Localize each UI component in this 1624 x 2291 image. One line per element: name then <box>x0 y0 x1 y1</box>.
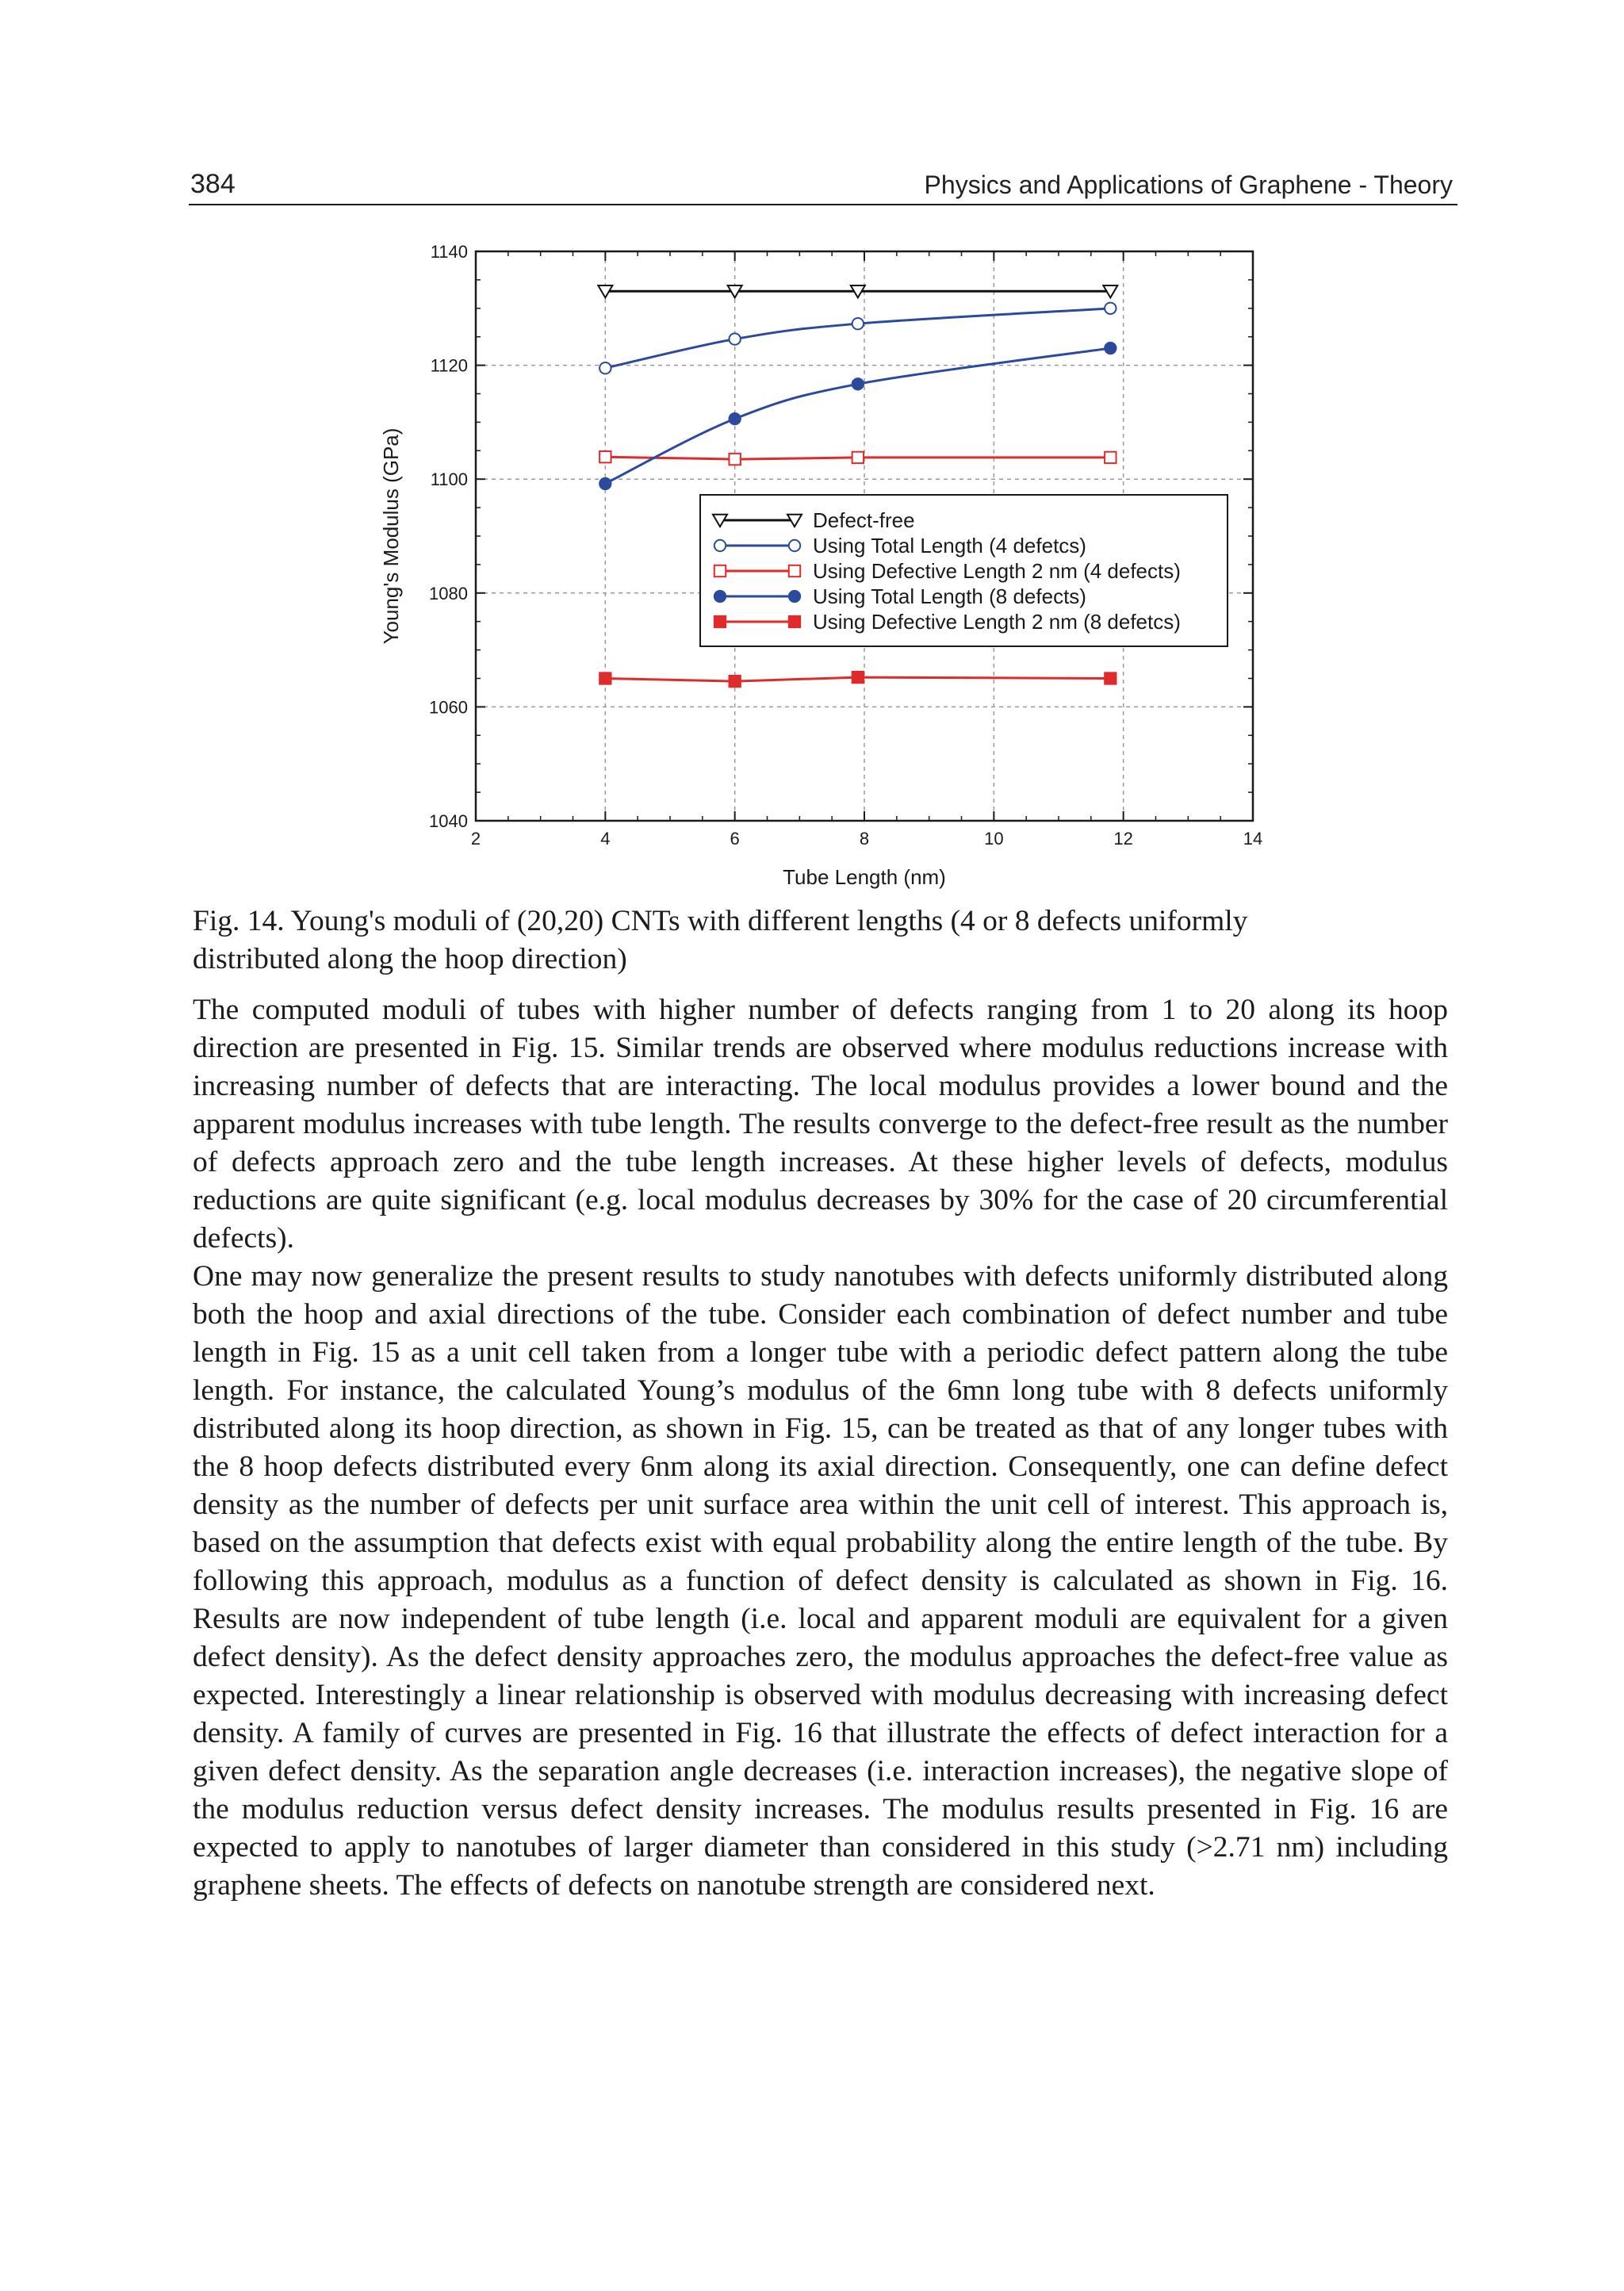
running-title: Physics and Applications of Graphene - Theory <box>924 170 1453 199</box>
x-tick-label: 4 <box>600 829 611 849</box>
series-3 <box>599 342 1116 489</box>
y-tick-label: 1060 <box>429 697 468 718</box>
series-2 <box>599 451 1116 465</box>
chart-legend <box>700 495 1228 646</box>
legend-marker <box>788 590 800 602</box>
data-point <box>1105 303 1116 314</box>
series-1 <box>599 303 1116 374</box>
legend-label: Using Total Length (4 defetcs) <box>813 534 1086 557</box>
x-tick-label: 14 <box>1243 829 1263 849</box>
legend-label: Using Defective Length 2 nm (4 defects) <box>813 559 1181 583</box>
y-tick-label: 1120 <box>430 355 468 376</box>
x-tick-label: 8 <box>859 829 870 849</box>
legend-marker <box>788 615 800 627</box>
page-number: 384 <box>190 169 236 199</box>
legend-marker <box>714 615 726 627</box>
legend-marker <box>714 540 726 551</box>
figure-14 <box>0 230 1624 904</box>
data-point <box>599 362 611 374</box>
data-point <box>729 675 741 687</box>
x-tick-label: 6 <box>730 829 740 849</box>
data-point <box>1105 672 1116 684</box>
data-point <box>599 451 611 462</box>
body-text <box>193 991 1448 1905</box>
y-tick-label: 1140 <box>430 242 468 262</box>
data-point <box>599 477 611 489</box>
data-point <box>852 318 864 329</box>
series-0 <box>598 285 1117 297</box>
data-point <box>852 378 864 390</box>
y-axis-label: Young's Modulus (GPa) <box>379 427 403 645</box>
x-tick-label: 12 <box>1113 829 1133 849</box>
data-point <box>729 333 740 344</box>
paragraph: The computed moduli of tubes with higher number of defects ranging from 1 to 20 along its hoop direction are presented in Fig. 15. Similar trends are observed where modulus reductions increase with increasing number of defects that are interacting. The local modulus provides a lower bound and the apparent modulus increases with tube length. The results converge to the defect-free result as the number of defects approach zero and the tube length increases. At these higher levels of defects, modulus reductions are quite significant (e.g. local modulus decreases by 30% for the case of 20 circumferential defects). <box>193 994 1448 1255</box>
data-point <box>852 671 864 683</box>
figure-caption: Fig. 14. Young's moduli of (20,20) CNTs with different lengths (4 or 8 defects uniformly distributed along the hoop direction) <box>193 905 1248 975</box>
data-point <box>1105 452 1116 463</box>
legend-marker <box>714 565 726 577</box>
youngs-modulus-chart <box>0 230 1624 904</box>
series-4 <box>599 671 1116 687</box>
data-point <box>1105 342 1116 354</box>
paragraph: One may now generalize the present results to study nanotubes with defects uniformly distributed along both the hoop and axial directions of the tube. Consider each combination of defect number and tube length in Fig. 15 as a unit cell taken from a longer tube with a periodic defect pattern along the tube length. For instance, the calculated Young’s modulus of the 6mn long tube with 8 defects uniformly distributed along its hoop direction, as shown in Fig. 15, can be treated as that of any longer tubes with the 8 hoop defects distributed every 6nm along its axial direction. Consequently, one can define defect density as the number of defects per unit surface area within the unit cell of interest. This approach is, based on the assumption that defects exist with equal probability along the entire length of the tube. By following this approach, modulus as a function of defect density is calculated as shown in Fig. 16. Results are now independent of tube length (i.e. local and apparent moduli are equivalent for a given defect density). As the defect density approaches zero, the modulus approaches the defect-free value as expected. Interestingly a linear relationship is observed with modulus decreasing with increasing defect density. A family of curves are presented in Fig. 16 that illustrate the effects of defect interaction for a given defect density. As the separation angle decreases (i.e. interaction increases), the negative slope of the modulus reduction versus defect density increases. The modulus results presented in Fig. 16 are expected to apply to nanotubes of larger diameter than considered in this study (>2.71 nm) including graphene sheets. The effects of defects on nanotube strength are considered next. <box>193 1260 1448 1902</box>
x-tick-label: 10 <box>984 829 1004 849</box>
data-point <box>599 672 611 684</box>
legend-label: Using Defective Length 2 nm (8 defetcs) <box>813 610 1181 634</box>
x-tick-label: 2 <box>470 829 481 849</box>
data-point <box>852 452 864 463</box>
y-tick-label: 1100 <box>430 469 468 490</box>
legend-label: Defect-free <box>813 508 915 532</box>
page-header <box>189 163 1457 205</box>
data-point <box>729 412 741 424</box>
legend-marker <box>789 565 800 577</box>
legend-marker <box>714 590 726 602</box>
x-axis-label: Tube Length (nm) <box>783 865 946 889</box>
y-tick-label: 1040 <box>429 811 468 831</box>
y-tick-label: 1080 <box>429 583 468 603</box>
data-point <box>729 454 740 465</box>
legend-marker <box>789 540 800 551</box>
legend-label: Using Total Length (8 defects) <box>813 584 1086 608</box>
